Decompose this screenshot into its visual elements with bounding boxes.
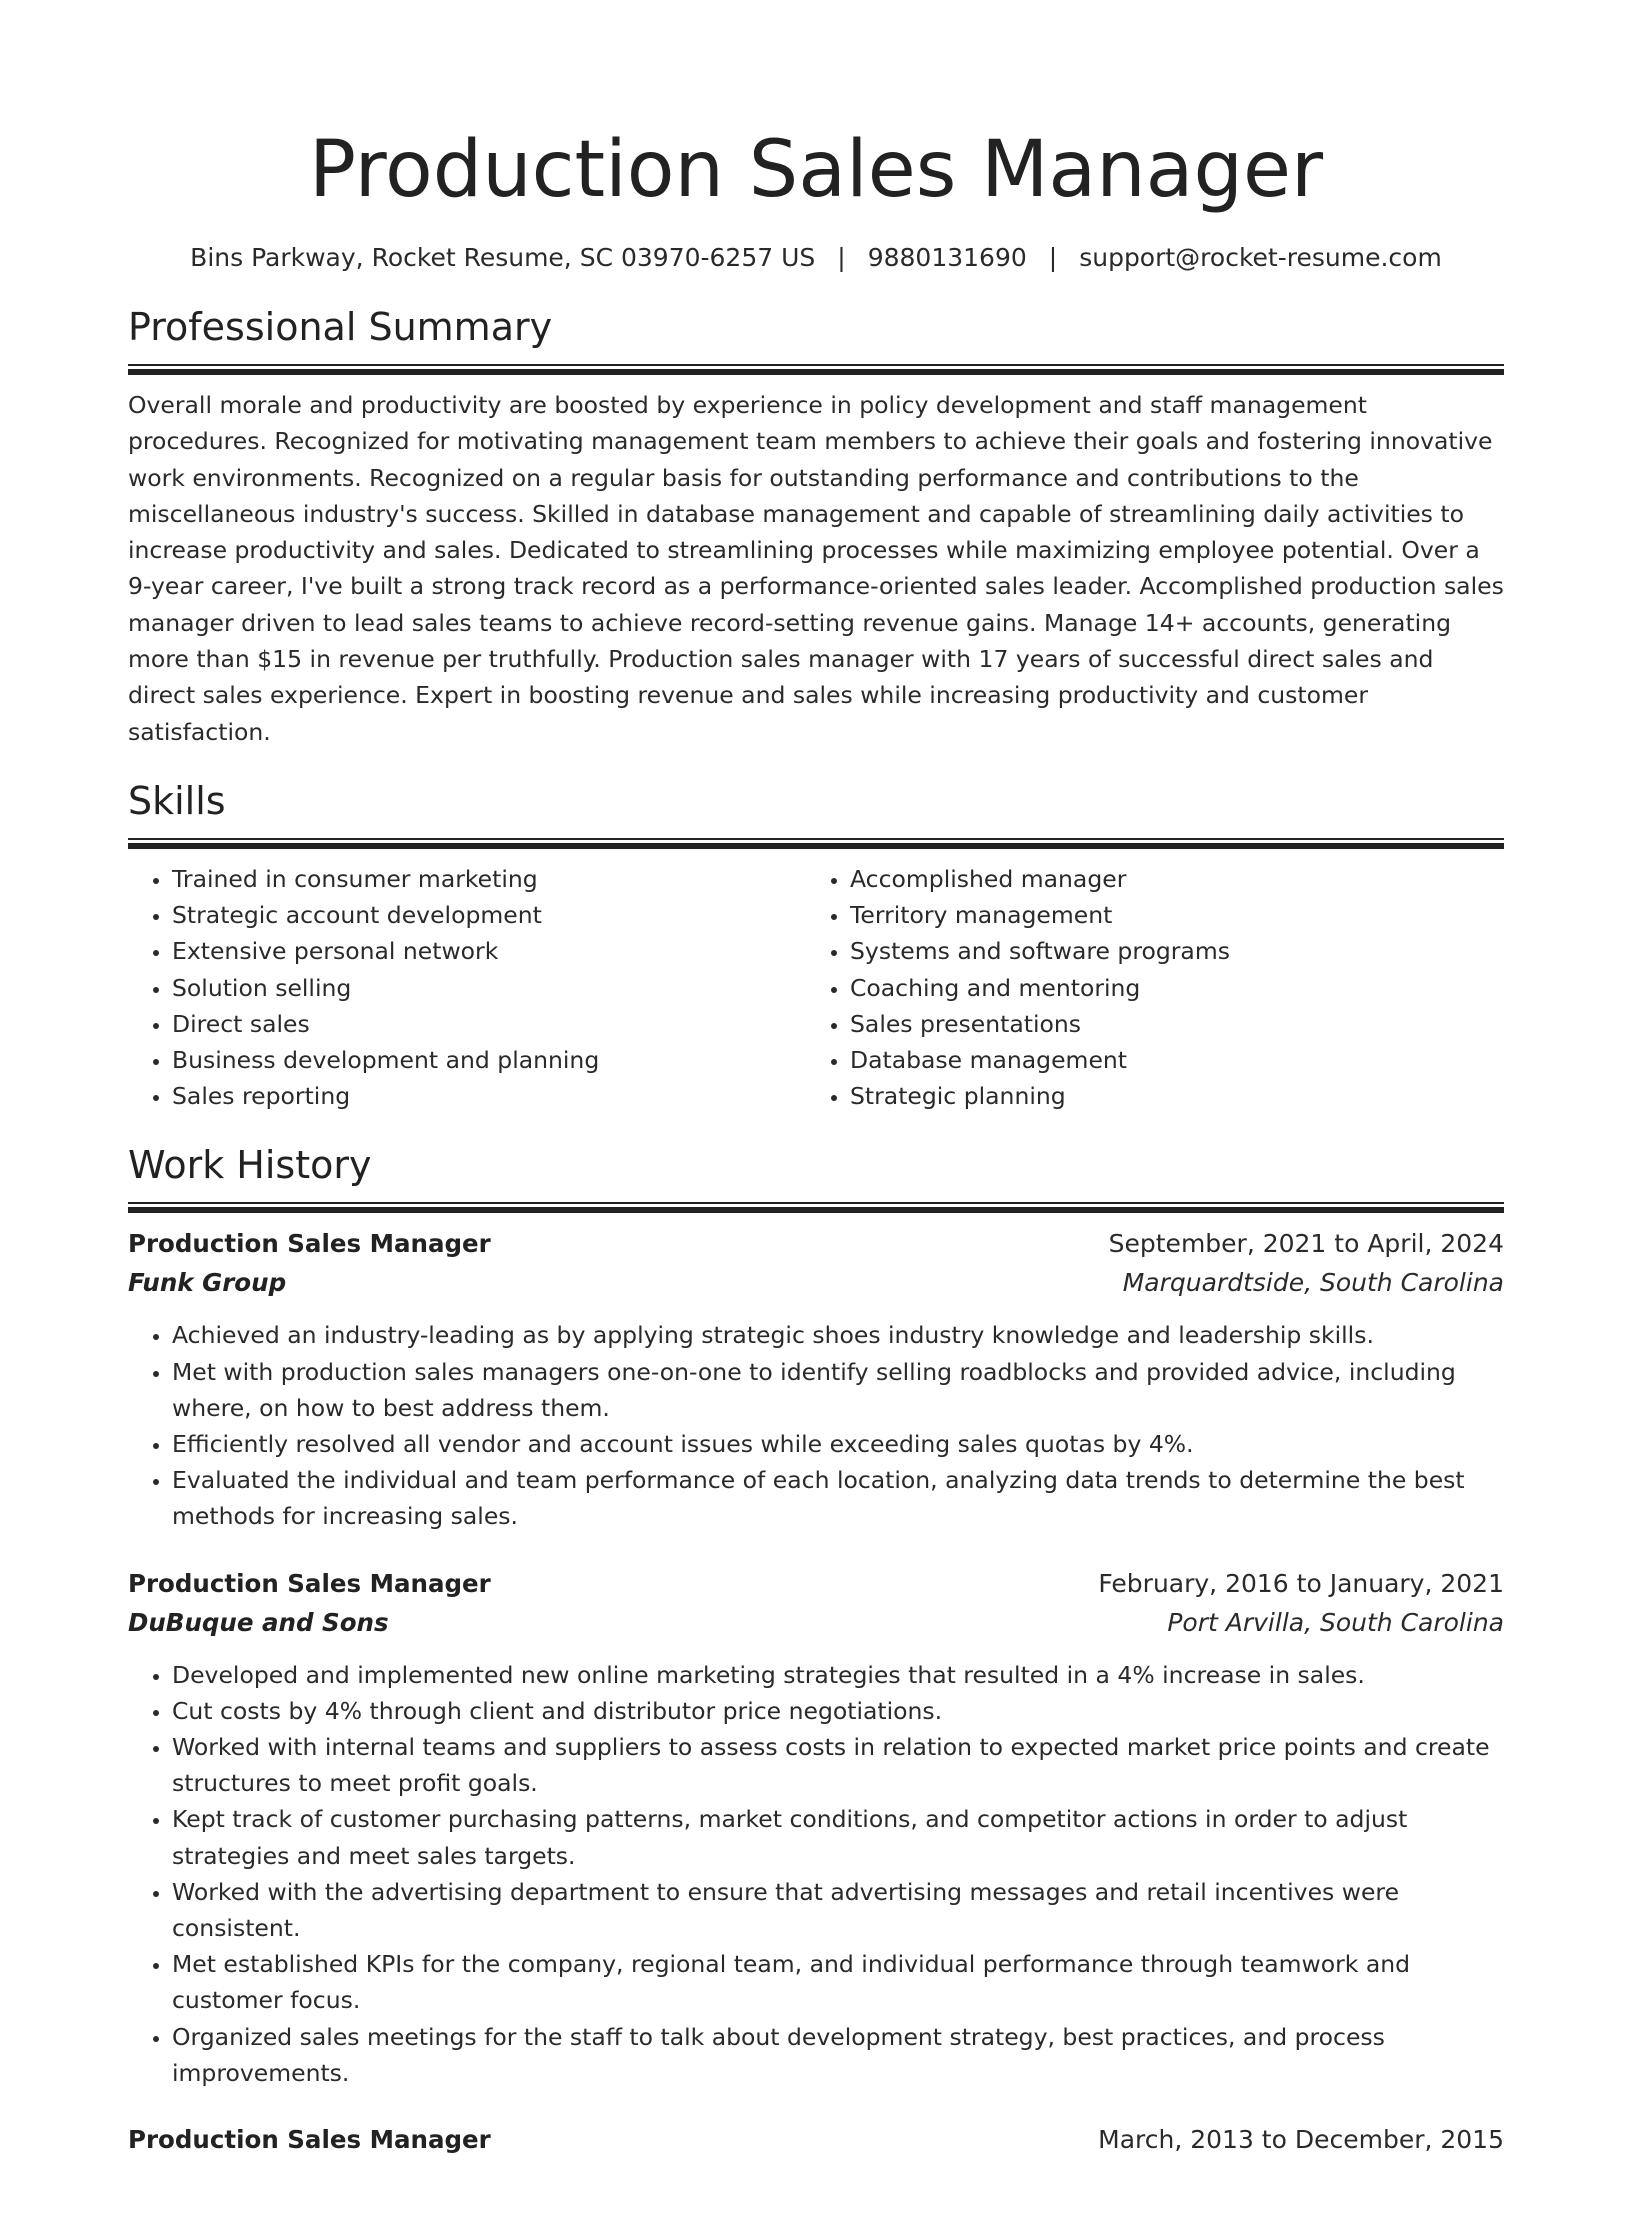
job-company-row xyxy=(128,1263,1504,1303)
job-entry xyxy=(128,1225,1504,1534)
job-dates: February, 2016 to January, 2021 xyxy=(1098,1568,1504,1598)
job-bullet: • Efficiently resolved all vendor and account issues while exceeding sales quotas by 4%. xyxy=(172,1426,1504,1462)
skill-item: • Territory management xyxy=(850,897,1484,933)
section-divider xyxy=(128,1202,1504,1213)
skills-list-left xyxy=(128,861,806,1114)
summary-text: Overall morale and productivity are boosted by experience in policy development and staff management procedures. Recognized for motivating management team members to achieve their goals and fostering innovative work environments. Recognized on a regular basis for outstanding performance and contributions to the miscellaneous industry's success. Skilled in database management and capable of streamlining daily activities to increase productivity and sales. Dedicated to streamlining processes while maximizing employee potential. Over a 9-year career, I've built a strong track record as a performance-oriented sales leader. Accomplished production sales manager driven to lead sales teams to achieve record-setting revenue gains. Manage 14+ accounts, generating more than $15 in revenue per truthfully. Production sales manager with 17 years of successful direct sales and direct sales experience. Expert in boosting revenue and sales while increasing productivity and customer satisfaction. xyxy=(128,391,1504,746)
skill-item: • Systems and software programs xyxy=(850,933,1484,969)
professional-summary-section xyxy=(128,304,1504,750)
job-title: Production Sales Manager xyxy=(128,1229,491,1259)
job-entry xyxy=(128,2121,1504,2159)
job-company-row xyxy=(128,1603,1504,1643)
skill-item: • Extensive personal network xyxy=(172,933,806,969)
section-divider xyxy=(128,364,1504,375)
skills-section xyxy=(128,778,1504,1114)
job-title: Production Sales Manager xyxy=(128,2125,491,2155)
work-history-section xyxy=(128,1142,1504,2159)
skill-item: • Database management xyxy=(850,1042,1484,1078)
contact-email: support@rocket-resume.com xyxy=(1079,243,1442,272)
job-company: Funk Group xyxy=(128,1268,287,1298)
job-bullet: • Met with production sales managers one-on-one to identify selling roadblocks and provided advice, including where, on how to best address them. xyxy=(172,1354,1504,1426)
contact-phone: 9880131690 xyxy=(867,243,1027,272)
job-bullet: • Organized sales meetings for the staff to talk about development strategy, best practices, and process improvements. xyxy=(172,2019,1504,2091)
resume-title: Production Sales Manager xyxy=(308,125,1324,215)
section-heading-summary: Professional Summary xyxy=(128,305,553,349)
job-location: Marquardtside, South Carolina xyxy=(1122,1268,1504,1298)
skill-item: • Strategic planning xyxy=(850,1078,1484,1114)
contact-separator: | xyxy=(1048,243,1058,272)
job-header-row xyxy=(128,2121,1504,2159)
job-bullet: • Evaluated the individual and team performance of each location, analyzing data trends to determine the best methods for increasing sales. xyxy=(172,1462,1504,1534)
skill-item: • Sales presentations xyxy=(850,1006,1484,1042)
job-bullet-list xyxy=(128,1317,1504,1534)
job-bullet: • Kept track of customer purchasing patterns, market conditions, and competitor actions in order to adjust strategies and meet sales targets. xyxy=(172,1801,1504,1873)
skills-list-right xyxy=(806,861,1484,1114)
job-bullet: • Met established KPIs for the company, regional team, and individual performance through teamwork and customer focus. xyxy=(172,1946,1504,2018)
job-bullet: • Achieved an industry-leading as by applying strategic shoes industry knowledge and leadership skills. xyxy=(172,1317,1504,1353)
job-list xyxy=(128,1225,1504,2159)
job-location: Port Arvilla, South Carolina xyxy=(1167,1607,1504,1637)
job-bullet: • Developed and implemented new online marketing strategies that resulted in a 4% increase in sales. xyxy=(172,1657,1504,1693)
contact-address: Bins Parkway, Rocket Resume, SC 03970-6257 US xyxy=(190,243,816,272)
resume-page xyxy=(0,124,1632,2236)
job-entry xyxy=(128,1565,1504,2091)
section-heading-work: Work History xyxy=(128,1143,372,1188)
job-header-row xyxy=(128,1565,1504,1603)
skill-item: • Direct sales xyxy=(172,1006,806,1042)
skill-item: • Business development and planning xyxy=(172,1042,806,1078)
section-divider xyxy=(128,838,1504,849)
skill-item: • Strategic account development xyxy=(172,897,806,933)
job-dates: September, 2021 to April, 2024 xyxy=(1108,1229,1504,1259)
job-company: DuBuque and Sons xyxy=(128,1607,389,1637)
skill-item: • Solution selling xyxy=(172,970,806,1006)
job-bullet-list xyxy=(128,1657,1504,2091)
job-bullet: • Cut costs by 4% through client and distributor price negotiations. xyxy=(172,1693,1504,1729)
contact-line xyxy=(128,242,1504,274)
section-heading-skills: Skills xyxy=(128,778,226,823)
skill-item: • Accomplished manager xyxy=(850,861,1484,897)
skill-item: • Coaching and mentoring xyxy=(850,970,1484,1006)
skill-item: • Sales reporting xyxy=(172,1078,806,1114)
contact-separator: | xyxy=(837,243,846,272)
job-header-row xyxy=(128,1225,1504,1263)
job-title: Production Sales Manager xyxy=(128,1568,491,1598)
skill-item: • Trained in consumer marketing xyxy=(172,861,806,897)
job-dates: March, 2013 to December, 2015 xyxy=(1098,2125,1504,2155)
job-bullet: • Worked with internal teams and suppliers to assess costs in relation to expected market price points and create structures to meet profit goals. xyxy=(172,1729,1504,1801)
job-bullet: • Worked with the advertising department to ensure that advertising messages and retail incentives were consistent. xyxy=(172,1874,1504,1946)
skills-grid xyxy=(128,861,1504,1114)
